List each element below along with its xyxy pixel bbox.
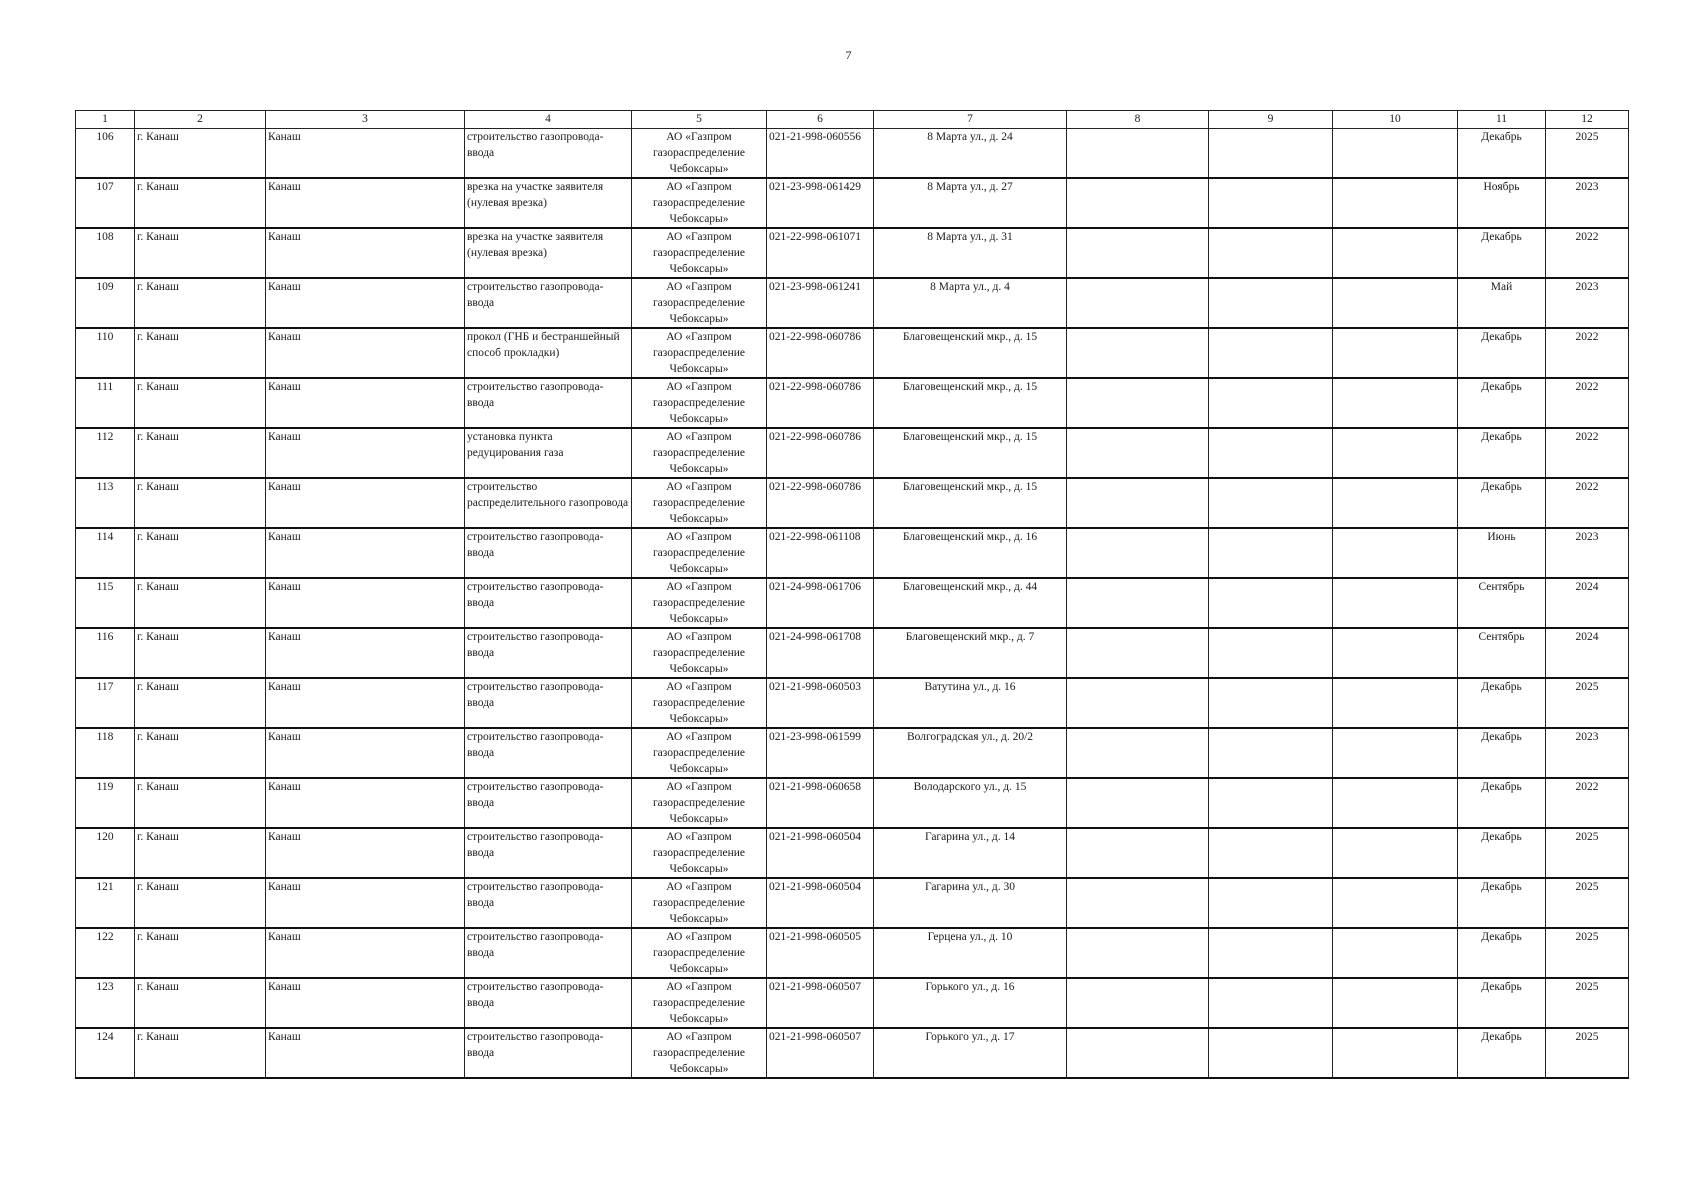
row-number-cell: 106	[76, 129, 135, 179]
locality-cell: Канаш	[266, 478, 465, 528]
organization-cell: АО «Газпром газораспределение Чебоксары»	[632, 728, 767, 778]
row-number-cell: 108	[76, 228, 135, 278]
month-cell: Декабрь	[1458, 129, 1546, 179]
column-8-cell	[1067, 278, 1209, 328]
column-8-cell	[1067, 428, 1209, 478]
code-cell: 021-22-998-061108	[767, 528, 874, 578]
table-row	[76, 1028, 1629, 1078]
row-number-cell: 111	[76, 378, 135, 428]
city-cell: г. Канаш	[135, 478, 266, 528]
column-10-cell	[1333, 328, 1458, 378]
column-header: 3	[266, 111, 465, 129]
address-cell: Благовещенский мкр., д. 15	[874, 328, 1067, 378]
year-cell: 2025	[1546, 928, 1629, 978]
locality-cell: Канаш	[266, 129, 465, 179]
address-cell: Ватутина ул., д. 16	[874, 678, 1067, 728]
table-row	[76, 478, 1629, 528]
address-cell: Благовещенский мкр., д. 15	[874, 428, 1067, 478]
row-number-cell: 118	[76, 728, 135, 778]
address-cell: Благовещенский мкр., д. 15	[874, 378, 1067, 428]
locality-cell: Канаш	[266, 278, 465, 328]
year-cell: 2023	[1546, 278, 1629, 328]
row-number-cell: 123	[76, 978, 135, 1028]
locality-cell: Канаш	[266, 978, 465, 1028]
city-cell: г. Канаш	[135, 628, 266, 678]
locality-cell: Канаш	[266, 728, 465, 778]
city-cell: г. Канаш	[135, 828, 266, 878]
locality-cell: Канаш	[266, 228, 465, 278]
column-9-cell	[1209, 978, 1333, 1028]
code-cell: 021-22-998-061071	[767, 228, 874, 278]
year-cell: 2023	[1546, 178, 1629, 228]
month-cell: Декабрь	[1458, 778, 1546, 828]
organization-cell: АО «Газпром газораспределение Чебоксары»	[632, 278, 767, 328]
column-9-cell	[1209, 228, 1333, 278]
organization-cell: АО «Газпром газораспределение Чебоксары»	[632, 178, 767, 228]
organization-cell: АО «Газпром газораспределение Чебоксары»	[632, 678, 767, 728]
month-cell: Декабрь	[1458, 478, 1546, 528]
column-9-cell	[1209, 628, 1333, 678]
column-header: 8	[1067, 111, 1209, 129]
row-number-cell: 121	[76, 878, 135, 928]
month-cell: Ноябрь	[1458, 178, 1546, 228]
table-row	[76, 878, 1629, 928]
locality-cell: Канаш	[266, 878, 465, 928]
column-8-cell	[1067, 528, 1209, 578]
column-header: 4	[465, 111, 632, 129]
month-cell: Декабрь	[1458, 228, 1546, 278]
organization-cell: АО «Газпром газораспределение Чебоксары»	[632, 978, 767, 1028]
work-type-cell: врезка на участке заявителя (нулевая врезка)	[465, 178, 632, 228]
year-cell: 2025	[1546, 1028, 1629, 1078]
month-cell: Декабрь	[1458, 828, 1546, 878]
address-cell: Володарского ул., д. 15	[874, 778, 1067, 828]
year-cell: 2022	[1546, 778, 1629, 828]
column-9-cell	[1209, 378, 1333, 428]
locality-cell: Канаш	[266, 678, 465, 728]
column-10-cell	[1333, 778, 1458, 828]
column-9-cell	[1209, 878, 1333, 928]
column-9-cell	[1209, 278, 1333, 328]
locality-cell: Канаш	[266, 178, 465, 228]
column-9-cell	[1209, 328, 1333, 378]
locality-cell: Канаш	[266, 378, 465, 428]
table-row	[76, 978, 1629, 1028]
column-10-cell	[1333, 578, 1458, 628]
table-row	[76, 278, 1629, 328]
year-cell: 2025	[1546, 678, 1629, 728]
city-cell: г. Канаш	[135, 278, 266, 328]
column-10-cell	[1333, 978, 1458, 1028]
code-cell: 021-21-998-060507	[767, 978, 874, 1028]
row-number-cell: 110	[76, 328, 135, 378]
year-cell: 2022	[1546, 478, 1629, 528]
address-cell: Горького ул., д. 16	[874, 978, 1067, 1028]
table-header	[76, 111, 1629, 129]
header-row	[76, 111, 1629, 129]
column-8-cell	[1067, 728, 1209, 778]
column-header: 12	[1546, 111, 1629, 129]
column-header: 9	[1209, 111, 1333, 129]
column-header: 1	[76, 111, 135, 129]
year-cell: 2025	[1546, 978, 1629, 1028]
code-cell: 021-21-998-060507	[767, 1028, 874, 1078]
code-cell: 021-21-998-060556	[767, 129, 874, 179]
column-10-cell	[1333, 1028, 1458, 1078]
work-type-cell: строительство газопровода-ввода	[465, 129, 632, 179]
code-cell: 021-22-998-060786	[767, 478, 874, 528]
month-cell: Декабрь	[1458, 1028, 1546, 1078]
month-cell: Декабрь	[1458, 978, 1546, 1028]
column-10-cell	[1333, 878, 1458, 928]
organization-cell: АО «Газпром газораспределение Чебоксары»	[632, 378, 767, 428]
row-number-cell: 107	[76, 178, 135, 228]
locality-cell: Канаш	[266, 578, 465, 628]
code-cell: 021-21-998-060658	[767, 778, 874, 828]
work-type-cell: строительство газопровода-ввода	[465, 628, 632, 678]
organization-cell: АО «Газпром газораспределение Чебоксары»	[632, 428, 767, 478]
address-cell: Благовещенский мкр., д. 44	[874, 578, 1067, 628]
address-cell: 8 Марта ул., д. 4	[874, 278, 1067, 328]
year-cell: 2023	[1546, 728, 1629, 778]
address-cell: Гагарина ул., д. 14	[874, 828, 1067, 878]
city-cell: г. Канаш	[135, 428, 266, 478]
city-cell: г. Канаш	[135, 228, 266, 278]
row-number-cell: 112	[76, 428, 135, 478]
table-row	[76, 728, 1629, 778]
table-row	[76, 129, 1629, 179]
column-10-cell	[1333, 928, 1458, 978]
work-type-cell: строительство газопровода-ввода	[465, 878, 632, 928]
locality-cell: Канаш	[266, 778, 465, 828]
work-type-cell: строительство газопровода-ввода	[465, 928, 632, 978]
address-cell: Горького ул., д. 17	[874, 1028, 1067, 1078]
column-9-cell	[1209, 828, 1333, 878]
code-cell: 021-23-998-061241	[767, 278, 874, 328]
work-type-cell: строительство газопровода-ввода	[465, 1028, 632, 1078]
code-cell: 021-21-998-060504	[767, 828, 874, 878]
locality-cell: Канаш	[266, 328, 465, 378]
locality-cell: Канаш	[266, 528, 465, 578]
address-cell: Благовещенский мкр., д. 15	[874, 478, 1067, 528]
work-type-cell: строительство газопровода-ввода	[465, 378, 632, 428]
work-type-cell: строительство газопровода-ввода	[465, 828, 632, 878]
organization-cell: АО «Газпром газораспределение Чебоксары»	[632, 129, 767, 179]
column-10-cell	[1333, 628, 1458, 678]
column-8-cell	[1067, 378, 1209, 428]
code-cell: 021-23-998-061429	[767, 178, 874, 228]
column-8-cell	[1067, 1028, 1209, 1078]
code-cell: 021-21-998-060505	[767, 928, 874, 978]
year-cell: 2024	[1546, 628, 1629, 678]
organization-cell: АО «Газпром газораспределение Чебоксары»	[632, 628, 767, 678]
column-header: 10	[1333, 111, 1458, 129]
column-9-cell	[1209, 1028, 1333, 1078]
row-number-cell: 116	[76, 628, 135, 678]
table-row	[76, 328, 1629, 378]
code-cell: 021-21-998-060504	[767, 878, 874, 928]
column-8-cell	[1067, 778, 1209, 828]
city-cell: г. Канаш	[135, 1028, 266, 1078]
locality-cell: Канаш	[266, 428, 465, 478]
locality-cell: Канаш	[266, 1028, 465, 1078]
code-cell: 021-22-998-060786	[767, 328, 874, 378]
column-10-cell	[1333, 278, 1458, 328]
city-cell: г. Канаш	[135, 528, 266, 578]
city-cell: г. Канаш	[135, 728, 266, 778]
column-8-cell	[1067, 878, 1209, 928]
year-cell: 2025	[1546, 828, 1629, 878]
column-10-cell	[1333, 678, 1458, 728]
column-9-cell	[1209, 528, 1333, 578]
month-cell: Декабрь	[1458, 378, 1546, 428]
column-header: 7	[874, 111, 1067, 129]
address-cell: Гагарина ул., д. 30	[874, 878, 1067, 928]
organization-cell: АО «Газпром газораспределение Чебоксары»	[632, 828, 767, 878]
city-cell: г. Канаш	[135, 928, 266, 978]
code-cell: 021-21-998-060503	[767, 678, 874, 728]
work-type-cell: прокол (ГНБ и бестраншейный способ прокладки)	[465, 328, 632, 378]
work-type-cell: строительство газопровода-ввода	[465, 278, 632, 328]
city-cell: г. Канаш	[135, 378, 266, 428]
table-row	[76, 528, 1629, 578]
column-10-cell	[1333, 428, 1458, 478]
table-row	[76, 228, 1629, 278]
table-row	[76, 928, 1629, 978]
organization-cell: АО «Газпром газораспределение Чебоксары»	[632, 878, 767, 928]
column-8-cell	[1067, 178, 1209, 228]
address-cell: 8 Марта ул., д. 31	[874, 228, 1067, 278]
organization-cell: АО «Газпром газораспределение Чебоксары»	[632, 578, 767, 628]
city-cell: г. Канаш	[135, 778, 266, 828]
organization-cell: АО «Газпром газораспределение Чебоксары»	[632, 928, 767, 978]
code-cell: 021-24-998-061708	[767, 628, 874, 678]
column-9-cell	[1209, 478, 1333, 528]
column-header: 2	[135, 111, 266, 129]
column-10-cell	[1333, 528, 1458, 578]
organization-cell: АО «Газпром газораспределение Чебоксары»	[632, 228, 767, 278]
row-number-cell: 113	[76, 478, 135, 528]
work-type-cell: строительство газопровода-ввода	[465, 578, 632, 628]
month-cell: Декабрь	[1458, 728, 1546, 778]
column-header: 6	[767, 111, 874, 129]
city-cell: г. Канаш	[135, 328, 266, 378]
year-cell: 2024	[1546, 578, 1629, 628]
registry-table	[75, 110, 1629, 1079]
row-number-cell: 124	[76, 1028, 135, 1078]
month-cell: Сентябрь	[1458, 628, 1546, 678]
organization-cell: АО «Газпром газораспределение Чебоксары»	[632, 328, 767, 378]
row-number-cell: 117	[76, 678, 135, 728]
code-cell: 021-24-998-061706	[767, 578, 874, 628]
month-cell: Декабрь	[1458, 678, 1546, 728]
work-type-cell: строительство газопровода-ввода	[465, 528, 632, 578]
address-cell: Герцена ул., д. 10	[874, 928, 1067, 978]
work-type-cell: строительство газопровода-ввода	[465, 978, 632, 1028]
row-number-cell: 109	[76, 278, 135, 328]
column-header: 11	[1458, 111, 1546, 129]
month-cell: Декабрь	[1458, 328, 1546, 378]
column-9-cell	[1209, 178, 1333, 228]
organization-cell: АО «Газпром газораспределение Чебоксары»	[632, 478, 767, 528]
row-number-cell: 122	[76, 928, 135, 978]
year-cell: 2022	[1546, 228, 1629, 278]
column-8-cell	[1067, 628, 1209, 678]
work-type-cell: установка пункта редуцирования газа	[465, 428, 632, 478]
table-row	[76, 378, 1629, 428]
locality-cell: Канаш	[266, 928, 465, 978]
row-number-cell: 120	[76, 828, 135, 878]
table-row	[76, 628, 1629, 678]
table-row	[76, 778, 1629, 828]
column-10-cell	[1333, 228, 1458, 278]
year-cell: 2022	[1546, 428, 1629, 478]
table-body	[76, 129, 1629, 1079]
address-cell: Благовещенский мкр., д. 7	[874, 628, 1067, 678]
column-9-cell	[1209, 578, 1333, 628]
column-8-cell	[1067, 678, 1209, 728]
column-8-cell	[1067, 228, 1209, 278]
address-cell: 8 Марта ул., д. 27	[874, 178, 1067, 228]
column-8-cell	[1067, 928, 1209, 978]
organization-cell: АО «Газпром газораспределение Чебоксары»	[632, 528, 767, 578]
organization-cell: АО «Газпром газораспределение Чебоксары»	[632, 1028, 767, 1078]
table-row	[76, 428, 1629, 478]
column-8-cell	[1067, 129, 1209, 179]
column-10-cell	[1333, 378, 1458, 428]
month-cell: Сентябрь	[1458, 578, 1546, 628]
column-10-cell	[1333, 728, 1458, 778]
column-10-cell	[1333, 129, 1458, 179]
month-cell: Май	[1458, 278, 1546, 328]
table-row	[76, 678, 1629, 728]
code-cell: 021-22-998-060786	[767, 378, 874, 428]
city-cell: г. Канаш	[135, 678, 266, 728]
column-8-cell	[1067, 578, 1209, 628]
address-cell: Волгоградская ул., д. 20/2	[874, 728, 1067, 778]
year-cell: 2023	[1546, 528, 1629, 578]
column-9-cell	[1209, 928, 1333, 978]
row-number-cell: 114	[76, 528, 135, 578]
column-9-cell	[1209, 778, 1333, 828]
year-cell: 2022	[1546, 378, 1629, 428]
year-cell: 2025	[1546, 878, 1629, 928]
work-type-cell: строительство распределительного газопровода	[465, 478, 632, 528]
city-cell: г. Канаш	[135, 129, 266, 179]
column-8-cell	[1067, 478, 1209, 528]
column-8-cell	[1067, 978, 1209, 1028]
work-type-cell: врезка на участке заявителя (нулевая врезка)	[465, 228, 632, 278]
column-9-cell	[1209, 728, 1333, 778]
column-10-cell	[1333, 178, 1458, 228]
column-9-cell	[1209, 428, 1333, 478]
column-9-cell	[1209, 678, 1333, 728]
address-cell: Благовещенский мкр., д. 16	[874, 528, 1067, 578]
locality-cell: Канаш	[266, 828, 465, 878]
month-cell: Июнь	[1458, 528, 1546, 578]
work-type-cell: строительство газопровода-ввода	[465, 778, 632, 828]
column-10-cell	[1333, 478, 1458, 528]
column-8-cell	[1067, 328, 1209, 378]
city-cell: г. Канаш	[135, 978, 266, 1028]
city-cell: г. Канаш	[135, 578, 266, 628]
organization-cell: АО «Газпром газораспределение Чебоксары»	[632, 778, 767, 828]
month-cell: Декабрь	[1458, 928, 1546, 978]
table-row	[76, 578, 1629, 628]
month-cell: Декабрь	[1458, 878, 1546, 928]
column-9-cell	[1209, 129, 1333, 179]
work-type-cell: строительство газопровода-ввода	[465, 728, 632, 778]
row-number-cell: 119	[76, 778, 135, 828]
column-header: 5	[632, 111, 767, 129]
year-cell: 2025	[1546, 129, 1629, 179]
table-row	[76, 828, 1629, 878]
city-cell: г. Канаш	[135, 878, 266, 928]
month-cell: Декабрь	[1458, 428, 1546, 478]
address-cell: 8 Марта ул., д. 24	[874, 129, 1067, 179]
row-number-cell: 115	[76, 578, 135, 628]
page-number: 7	[845, 48, 852, 62]
locality-cell: Канаш	[266, 628, 465, 678]
column-8-cell	[1067, 828, 1209, 878]
city-cell: г. Канаш	[135, 178, 266, 228]
table-row	[76, 178, 1629, 228]
work-type-cell: строительство газопровода-ввода	[465, 678, 632, 728]
year-cell: 2022	[1546, 328, 1629, 378]
column-10-cell	[1333, 828, 1458, 878]
code-cell: 021-23-998-061599	[767, 728, 874, 778]
code-cell: 021-22-998-060786	[767, 428, 874, 478]
